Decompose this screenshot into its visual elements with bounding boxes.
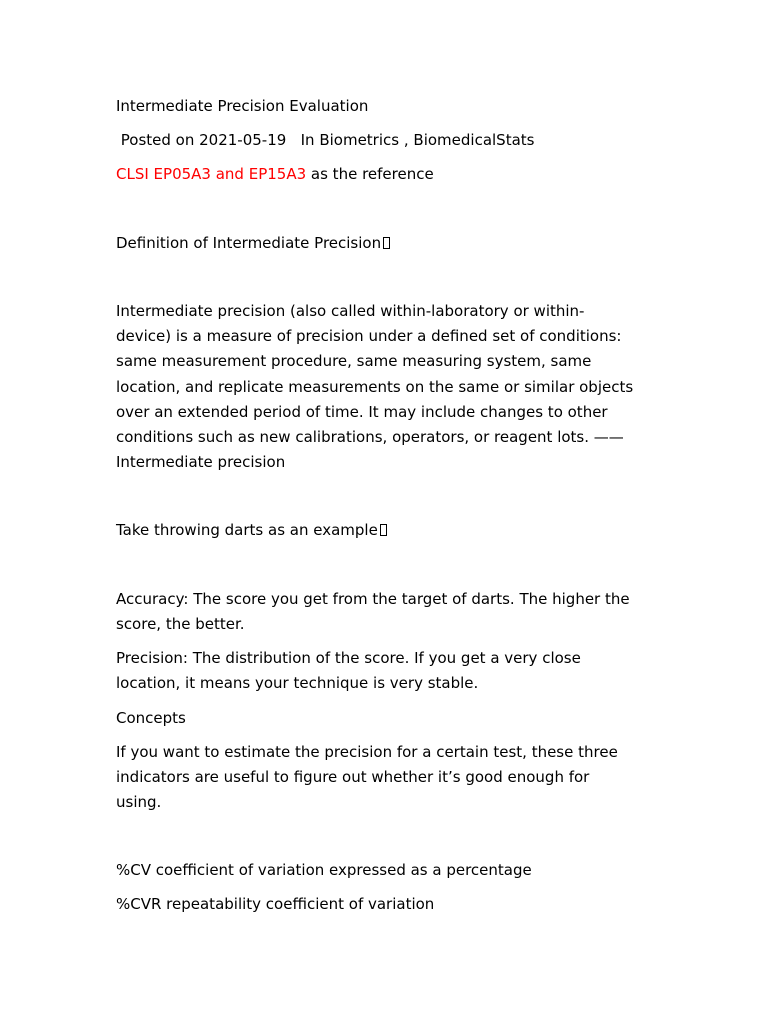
precision-line: location, it means your technique is very stable. xyxy=(116,674,479,693)
precision-paragraph xyxy=(116,646,661,696)
category-link-biometrics[interactable]: Biometrics xyxy=(319,131,400,149)
post-meta xyxy=(116,128,534,153)
example-heading xyxy=(116,518,387,543)
reference-text: as the reference xyxy=(306,165,434,183)
definition-heading-text: Definition of Intermediate Precision xyxy=(116,234,382,252)
document-title: Intermediate Precision Evaluation xyxy=(116,97,369,115)
in-prefix: In xyxy=(286,131,320,149)
reference-link[interactable]: CLSI EP05A3 and EP15A3 xyxy=(116,165,307,183)
missing-glyph-box-icon xyxy=(383,237,390,249)
missing-glyph-box-icon xyxy=(380,524,387,536)
definition-line: same measurement procedure, same measuring system, same xyxy=(116,352,592,371)
reference-line xyxy=(116,162,434,187)
definition-line: Intermediate precision xyxy=(116,453,286,472)
precision-line: Precision: The distribution of the score. If you get a very close xyxy=(116,649,581,667)
definition-line: Intermediate precision (also called within-laboratory or within- xyxy=(116,302,585,320)
definition-line: conditions such as new calibrations, operators, or reagent lots. —— xyxy=(116,428,624,447)
definition-line: device) is a measure of precision under a defined set of conditions: xyxy=(116,327,622,346)
accuracy-paragraph xyxy=(116,587,661,637)
concepts-line: If you want to estimate the precision for a certain test, these three xyxy=(116,743,618,761)
accuracy-line: Accuracy: The score you get from the target of darts. The higher the xyxy=(116,590,630,608)
definition-line: over an extended period of time. It may include changes to other xyxy=(116,402,608,421)
definition-paragraph xyxy=(116,299,661,475)
example-heading-text: Take throwing darts as an example xyxy=(116,521,378,539)
posted-prefix: Posted on xyxy=(116,131,200,149)
category-link-biomedicalstats[interactable]: BiomedicalStats xyxy=(413,131,535,149)
cvr-definition: %CVR repeatability coefficient of variation xyxy=(116,895,435,913)
definition-line: location, and replicate measurements on the same or similar objects xyxy=(116,377,634,396)
accuracy-line: score, the better. xyxy=(116,615,245,634)
post-date: 2021-05-19 xyxy=(199,131,287,149)
cv-definition: %CV coefficient of variation expressed as a percentage xyxy=(116,861,532,879)
concepts-heading: Concepts xyxy=(116,709,186,727)
concepts-paragraph xyxy=(116,740,661,816)
category-separator: , xyxy=(399,131,414,149)
definition-heading xyxy=(116,231,390,256)
concepts-line: using. xyxy=(116,793,162,812)
concepts-line: indicators are useful to figure out whether it’s good enough for xyxy=(116,768,590,787)
